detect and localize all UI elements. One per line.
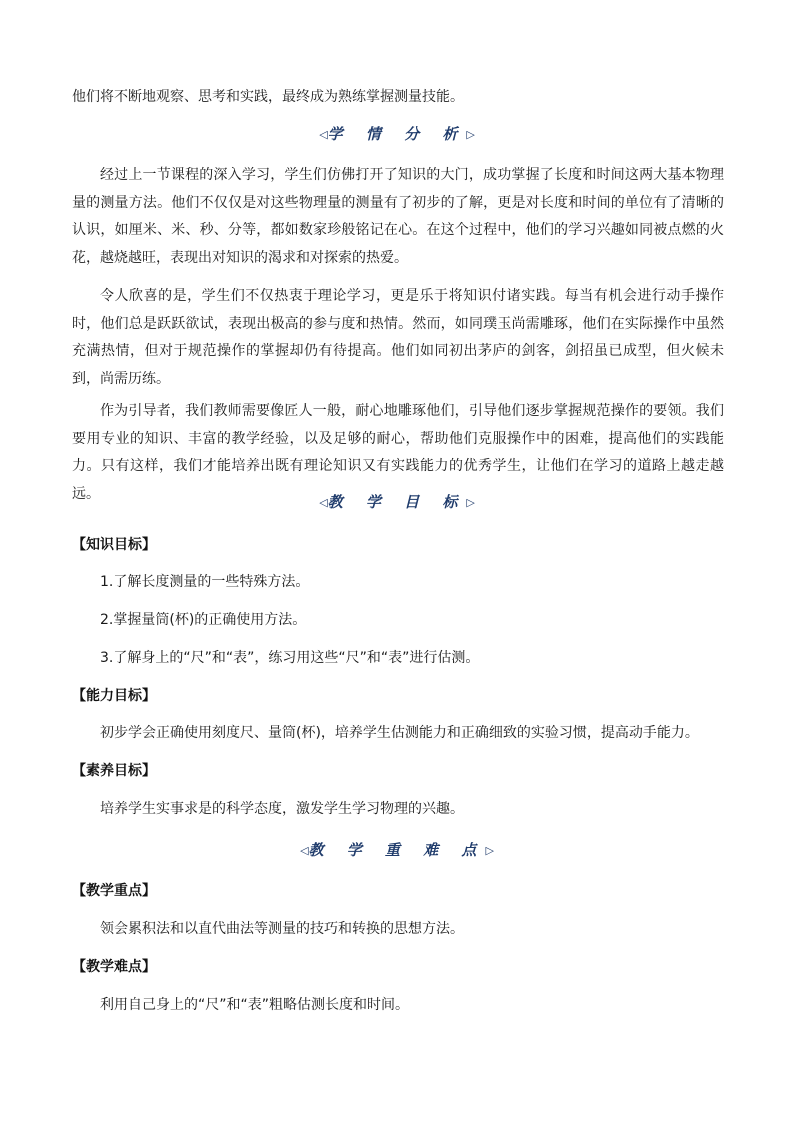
ability-objective-label: 【能力目标】 (72, 688, 156, 704)
analysis-paragraph-2: 令人欣喜的是，学生们不仅热衷于理论学习，更是乐于将知识付诸实践。每当有机会进行动手操作时，他们总是跃跃欲试，表现出极高的参与度和热情。然而，如同璞玉尚需雕琢，他们在实际操作中虽然充满热情，但对于规范操作的掌握却仍有待提高。他们如同初出茅庐的剑客，剑招虽已成型，但火候未到，尚需历练。 (72, 288, 724, 387)
triangle-left-icon: ◁ (300, 844, 309, 857)
section-heading-objectives (0, 491, 794, 514)
knowledge-item-1: 1.了解长度测量的一些特殊方法。 (100, 574, 310, 590)
triangle-right-icon: ▷ (485, 844, 494, 857)
literacy-objective-label: 【素养目标】 (72, 763, 156, 779)
triangle-right-icon: ▷ (466, 128, 475, 141)
literacy-objective-text: 培养学生实事求是的科学态度，激发学生学习物理的兴趣。 (100, 801, 464, 817)
heading-text: 学 情 分 析 (327, 125, 467, 143)
knowledge-item-3: 3.了解身上的“尺”和“表”，练习用这些“尺”和“表”进行估测。 (100, 650, 480, 666)
section-heading-analysis (0, 123, 794, 146)
triangle-left-icon: ◁ (319, 496, 328, 509)
heading-text: 教 学 目 标 (327, 493, 467, 511)
knowledge-objective-label: 【知识目标】 (72, 537, 156, 553)
analysis-paragraph-3: 作为引导者，我们教师需要像匠人一般，耐心地雕琢他们，引导他们逐步掌握规范操作的要领。我们要用专业的知识、丰富的教学经验，以及足够的耐心，帮助他们克服操作中的困难，提高他们的实践能力。只有这样，我们才能培养出既有理论知识又有实践能力的优秀学生，让他们在学习的道路上越走越远。 (72, 403, 724, 502)
triangle-left-icon: ◁ (319, 128, 328, 141)
teaching-focus-text: 领会累积法和以直代曲法等测量的技巧和转换的思想方法。 (100, 921, 464, 937)
analysis-paragraph-1: 经过上一节课程的深入学习，学生们仿佛打开了知识的大门，成功掌握了长度和时间这两大基本物理量的测量方法。他们不仅仅是对这些物理量的测量有了初步的了解，更是对长度和时间的单位有了清晰的认识，如厘米、米、秒、分等，都如数家珍般铭记在心。在这个过程中，他们的学习兴趣如同被点燃的火花，越烧越旺，表现出对知识的渴求和对探索的热爱。 (72, 167, 724, 266)
intro-line: 他们将不断地观察、思考和实践，最终成为熟练掌握测量技能。 (72, 89, 464, 105)
teaching-difficulty-label: 【教学难点】 (72, 959, 156, 975)
heading-text: 教 学 重 难 点 (308, 841, 486, 859)
section-heading-key-points (0, 839, 794, 862)
ability-objective-text: 初步学会正确使用刻度尺、量筒(杯)，培养学生估测能力和正确细致的实验习惯，提高动手能力。 (100, 725, 699, 741)
knowledge-item-2: 2.掌握量筒(杯)的正确使用方法。 (100, 612, 307, 628)
triangle-right-icon: ▷ (466, 496, 475, 509)
teaching-difficulty-text: 利用自己身上的“尺”和“表”粗略估测长度和时间。 (100, 997, 410, 1013)
teaching-focus-label: 【教学重点】 (72, 883, 156, 899)
